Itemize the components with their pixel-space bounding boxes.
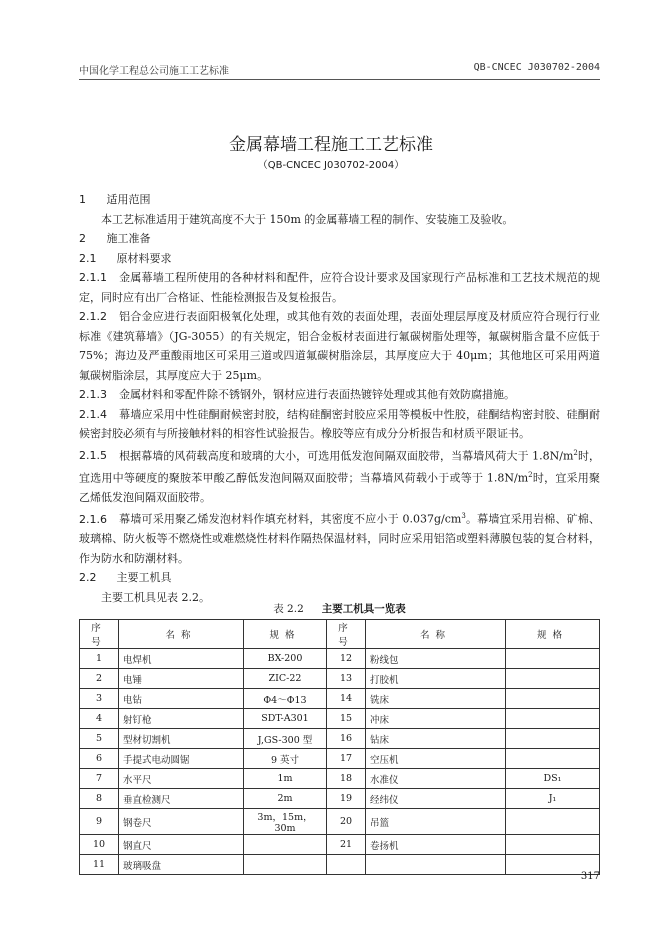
document-subtitle: （QB-CNCEC J030702-2004）	[257, 160, 405, 171]
cell-spec	[244, 835, 327, 855]
cell-spec: Φ4～Φ13	[244, 689, 327, 709]
cell-name: 电锤	[119, 669, 244, 689]
cell-name: 玻璃吸盘	[119, 855, 244, 875]
cell-no: 15	[327, 709, 366, 729]
cell-no: 4	[80, 709, 119, 729]
cell-no: 21	[327, 835, 366, 855]
cell-no: 5	[80, 729, 119, 749]
cell-name: 吊篮	[366, 809, 506, 835]
table-caption	[79, 601, 600, 616]
section-2-heading	[79, 229, 600, 249]
cell-spec	[244, 855, 327, 875]
cell-no: 7	[80, 769, 119, 789]
table-number: 表 2.2	[273, 603, 304, 615]
cell-spec: J₁	[506, 789, 600, 809]
header-cell: 名称	[366, 620, 506, 649]
table-row	[80, 855, 600, 875]
section-number: 2	[79, 232, 86, 245]
superscript: 2	[528, 470, 533, 479]
cell-no: 13	[327, 669, 366, 689]
cell-no	[327, 855, 366, 875]
section-title: 主要工机具	[116, 571, 172, 585]
cell-spec	[506, 729, 600, 749]
table-row	[80, 729, 600, 749]
section-number: 1	[79, 193, 86, 206]
header-cell: 规格	[244, 620, 327, 649]
cell-no: 17	[327, 749, 366, 769]
page-number: 317	[580, 871, 600, 882]
cell-name: 手提式电动圆锯	[119, 749, 244, 769]
clause-number: 2.1.3	[79, 388, 107, 401]
cell-no: 19	[327, 789, 366, 809]
cell-no: 6	[80, 749, 119, 769]
table-row	[80, 709, 600, 729]
clause-2-1-1	[79, 268, 600, 307]
header-cell: 名称	[119, 620, 244, 649]
clause-text-part: 时，宜选用中等硬度的聚胺苯甲酸乙醇低发泡间隔双面胶带；当幕墙风荷载小于或等于 1.8N/m	[79, 449, 601, 485]
cell-spec: 2m	[244, 789, 327, 809]
cell-no: 2	[80, 669, 119, 689]
cell-name: 空压机	[366, 749, 506, 769]
table-row	[80, 689, 600, 709]
cell-name: 射钉枪	[119, 709, 244, 729]
clause-text-part: 。幕墙宜采用岩棉、矿棉、玻璃棉、防火板等不燃烧性或难燃烧性材料作隔热保温材料，同时应采用铝箔或塑料薄膜包装的复合材料，作为防水和防潮材料。	[79, 512, 600, 565]
table-row	[80, 669, 600, 689]
cell-no: 12	[327, 649, 366, 669]
table-row	[80, 769, 600, 789]
cell-no: 14	[327, 689, 366, 709]
tools-table	[79, 619, 600, 875]
cell-spec	[506, 835, 600, 855]
table-row	[80, 809, 600, 835]
clause-number: 2.1.2	[79, 310, 107, 323]
cell-spec	[506, 709, 600, 729]
table-row	[80, 749, 600, 769]
cell-spec	[506, 649, 600, 669]
running-header-org: 中国化学工程总公司施工工艺标准	[79, 66, 229, 77]
section-1-heading	[79, 190, 600, 210]
table-body	[80, 649, 600, 875]
clause-2-1-2	[79, 307, 600, 385]
header-rule	[79, 79, 600, 80]
section-title: 原材料要求	[116, 251, 172, 265]
superscript: 3	[461, 512, 466, 521]
table-row	[80, 789, 600, 809]
clause-number: 2.1.1	[79, 271, 107, 284]
superscript: 2	[573, 448, 578, 457]
clause-2-1-6	[79, 507, 600, 568]
clause-number: 2.1.6	[79, 512, 107, 526]
section-2-2-heading	[79, 568, 600, 588]
section-title: 适用范围	[106, 193, 151, 206]
cell-name: 垂直检测尺	[119, 789, 244, 809]
cell-spec	[506, 809, 600, 835]
cell-spec: BX-200	[244, 649, 327, 669]
section-1-text: 本工艺标准适用于建筑高度不大于 150m 的金属幕墙工程的制作、安装施工及验收。	[101, 212, 514, 226]
cell-no: 16	[327, 729, 366, 749]
cell-no: 11	[80, 855, 119, 875]
cell-no: 18	[327, 769, 366, 789]
cell-no: 3	[80, 689, 119, 709]
cell-name	[366, 855, 506, 875]
clause-text-part: 根据幕墙的风荷载高度和玻璃的大小，可选用低发泡间隔双面胶带，当幕墙风荷大于 1.8N/m	[119, 449, 574, 463]
document-body	[79, 190, 600, 607]
clause-2-1-5	[79, 444, 600, 508]
section-2-2-text: 主要工机具见表 2.2。	[101, 590, 210, 604]
table-header-row	[80, 620, 600, 649]
clause-text-part: 幕墙可采用聚乙烯发泡材料作填充材料，其密度不应小于 0.037g/cm	[119, 512, 462, 526]
clause-2-1-4	[79, 405, 600, 444]
cell-spec	[506, 749, 600, 769]
cell-no: 10	[80, 835, 119, 855]
document-title: 金属幕墙工程施工工艺标准	[229, 135, 433, 155]
clause-text: 铝合金应进行表面阳极氧化处理，或其他有效的表面处理，表面处理层厚度及材质应符合现行行业标准《建筑幕墙》（JG-3055）的有关规定，铝合金板材表面进行氟碳树脂处理等，氟碳树脂含量不应低于 75%；海边及严重酸雨地区可采用三道或四道氟碳树脂涂层，其厚度应大于 40μm；其他地区可采用两道氟碳树脂涂层，其厚度应大于 25μm。	[79, 310, 600, 382]
table-row	[80, 649, 600, 669]
cell-name: 电钻	[119, 689, 244, 709]
clause-number: 2.1.5	[79, 449, 107, 463]
cell-spec	[506, 669, 600, 689]
clause-text-part: 时，宜采用聚乙烯低发泡间隔双面胶带。	[79, 471, 601, 504]
cell-spec: 3m，15m，30m	[244, 809, 327, 835]
cell-name: 卷扬机	[366, 835, 506, 855]
clause-text: 幕墙应采用中性硅酮耐候密封胶，结构硅酮密封胶应采用等模板中性胶，硅酮结构密封胶、硅酮耐候密封胶必须有与所接触材料的相容性试验报告。橡胶等应有成分分析报告和材质平限证书。	[79, 407, 600, 440]
clause-text: 金属材料和零配件除不锈钢外，钢材应进行表面热镀锌处理或其他有效防腐措施。	[119, 388, 515, 401]
cell-name: 经纬仪	[366, 789, 506, 809]
cell-name: 粉线包	[366, 649, 506, 669]
cell-name: 型材切割机	[119, 729, 244, 749]
header-cell: 规格	[506, 620, 600, 649]
section-number: 2.2	[79, 571, 97, 585]
header-cell: 序号	[327, 620, 366, 649]
cell-name: 打胶机	[366, 669, 506, 689]
cell-name: 铣床	[366, 689, 506, 709]
clause-text: 金属幕墙工程所使用的各种材料和配件，应符合设计要求及国家现行产品标准和工艺技术规范的规定，同时应有出厂合格证、性能检测报告及复检报告。	[79, 271, 600, 304]
cell-spec: DS₁	[506, 769, 600, 789]
cell-no: 20	[327, 809, 366, 835]
cell-spec	[506, 689, 600, 709]
cell-no: 8	[80, 789, 119, 809]
cell-name: 钻床	[366, 729, 506, 749]
table-title: 主要工机具一览表	[321, 603, 406, 615]
section-2-1-heading	[79, 249, 600, 269]
section-title: 施工准备	[106, 232, 151, 245]
cell-name: 冲床	[366, 709, 506, 729]
cell-no: 9	[80, 809, 119, 835]
cell-spec: ZIC-22	[244, 669, 327, 689]
clause-2-1-3	[79, 385, 600, 405]
section-number: 2.1	[79, 251, 97, 265]
cell-spec: SDT-A301	[244, 709, 327, 729]
cell-spec: 9 英寸	[244, 749, 327, 769]
cell-spec: J,GS-300 型	[244, 729, 327, 749]
cell-name: 水准仪	[366, 769, 506, 789]
cell-name: 钢卷尺	[119, 809, 244, 835]
header-cell: 序号	[80, 620, 119, 649]
running-header-code: QB-CNCEC J030702-2004	[473, 62, 600, 73]
clause-number: 2.1.4	[79, 407, 107, 421]
table-row	[80, 835, 600, 855]
cell-name: 水平尺	[119, 769, 244, 789]
cell-name: 钢直尺	[119, 835, 244, 855]
cell-name: 电焊机	[119, 649, 244, 669]
cell-spec: 1m	[244, 769, 327, 789]
cell-no: 1	[80, 649, 119, 669]
